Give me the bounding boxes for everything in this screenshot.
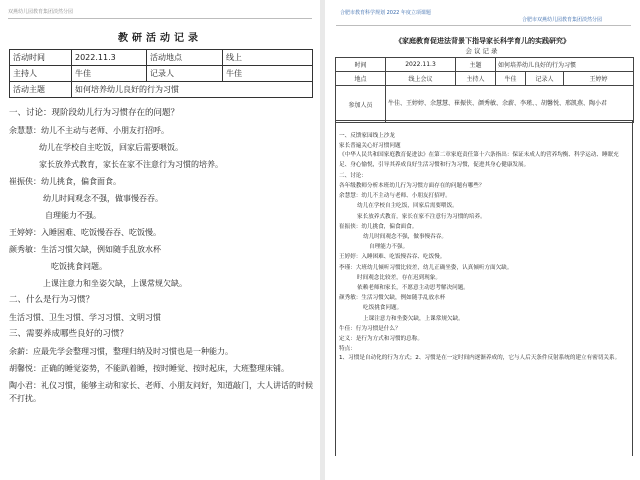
topic-label: 活动主题 (10, 82, 72, 98)
time-label: 活动时间 (10, 50, 72, 66)
time-value: 2022.11.3 (72, 50, 147, 66)
right-info-row (336, 58, 634, 72)
section-heading: 一、讨论：现阶段幼儿行为习惯存在的问题？ (9, 108, 180, 118)
topic-value: 如何培养幼儿良好的行为习惯 (496, 58, 634, 72)
note-line: 幼儿时间观念不强，做事慢吞吞。 (43, 194, 163, 203)
right-notes-body (339, 131, 629, 365)
place-value: 线上 (223, 50, 313, 66)
host-value: 牛佳 (72, 66, 147, 82)
note-line: 《中华人民共和国家庭教育促进法》在第二章家庭责任第十六条指出：保证未成人的营养均衡、科学运动、睡眠充足、身心愉悦，引导其养成良好生活习惯和行为习惯，促进其身心健康发展。 (339, 152, 619, 168)
note-line: 幼儿在学校自主吃饭，回家后需要喂饭。 (39, 143, 183, 152)
section-heading: 三、需要养成哪些良好的习惯？ (9, 329, 129, 339)
right-header-rule (336, 25, 631, 26)
left-page-header: 双燕幼儿园教育集团淡然分园 (8, 9, 74, 15)
note-line: 吃饭挑食问题。 (363, 305, 403, 312)
left-info-row (10, 66, 313, 82)
recorder-value: 牛佳 (223, 66, 313, 82)
host-value: 牛佳 (496, 72, 526, 86)
left-info-row (10, 50, 313, 66)
time-label: 时间 (336, 58, 386, 72)
attendees-label: 参加人员 (336, 86, 386, 123)
topic-label: 主题 (456, 58, 496, 72)
note-line: 自理能力不强。 (369, 244, 409, 251)
right-info-row (336, 86, 634, 123)
note-line: 上课注意力和坐姿欠缺，上课常规欠缺。 (43, 279, 187, 288)
attendees-value (386, 86, 634, 123)
recorder-label: 记录人 (147, 66, 223, 82)
left-header-rule (8, 18, 312, 19)
left-info-table (9, 49, 313, 98)
note-line: 时间观念比较差，存在迟到现象。 (357, 274, 441, 281)
place-label: 活动地点 (147, 50, 223, 66)
note-line: 王婷婷：入睡困难、吃饭慢吞吞、吃饭慢。 (9, 228, 161, 237)
note-line: 1、习惯是自动化的行为方式；2、习惯是在一定时间内逐渐养成的，它与人后天条件反射系统的建立有密切关系。 (339, 355, 621, 362)
place-label: 地点 (336, 72, 386, 86)
left-info-row (10, 82, 313, 98)
note-line: 余慧慧：幼儿不主动与老师、小朋友打招呼。 (339, 193, 451, 200)
note-line: 吃饭挑食问题。 (51, 262, 107, 271)
note-line: 幼儿时间观念不强，做事慢吞吞。 (363, 234, 447, 241)
note-line: 特点： (339, 346, 356, 353)
host-label: 主持人 (456, 72, 496, 86)
note-line: 家长放养式教育，家长在家不注意行为习惯的培养。 (39, 160, 223, 169)
right-page-subtitle: 会议记录 (465, 47, 500, 55)
recorder-value: 王婷婷 (564, 72, 634, 86)
note-line: 幼儿在学校自主吃饭，回家后需要喂饭。 (357, 203, 458, 210)
right-page-header-right: 合肥市双燕幼儿园教育集团淡然分园 (522, 17, 603, 23)
note-line: 一、反馈家园线上沙龙 (339, 133, 395, 139)
note-line: 颜秀敏：生活习惯欠缺，例如随手乱放水杯 (339, 295, 446, 302)
note-line: 崔振侠：幼儿挑食，偏食面食。 (339, 223, 418, 230)
note-line: 崔振侠：幼儿挑食，偏食面食。 (9, 177, 121, 186)
note-line: 定义：是行为方式和习惯的总称。 (339, 336, 423, 343)
note-line: 王婷婷：入睡困难、吃饭慢吞吞、吃饭慢。 (339, 254, 446, 261)
note-line: 二、讨论： (339, 172, 367, 179)
note-line: 依赖老师和家长，不愿意主动思考解决问题。 (357, 285, 469, 292)
note-line: 余薪：应最先学会整理习惯，整理归纳及时习惯也是一种能力。 (9, 347, 233, 356)
time-value: 2022.11.3 (386, 58, 456, 72)
right-info-table (335, 57, 634, 123)
note-line: 家长普遍关心好习惯问题 (339, 143, 401, 150)
note-line: 生活习惯、卫生习惯、学习习惯、文明习惯 (9, 313, 161, 322)
note-line: 牛佳：行为习惯是什么？ (339, 325, 401, 332)
note-line: 各年级教师分析本班幼儿行为习惯方面存在的问题有哪些？ (339, 183, 485, 190)
section-heading: 二、什么是行为习惯？ (9, 295, 95, 305)
note-line: 颜秀敏：生活习惯欠缺，例如随手乱放水杯 (9, 245, 161, 254)
left-page-title: 教研活动记录 (118, 33, 202, 44)
place-value: 线上会议 (386, 72, 456, 86)
right-page-header-left: 合肥市教育科学规划 2022 年度立项课题 (340, 10, 431, 16)
note-line: 李瑾：大班幼儿倾听习惯比较差，幼儿正确坐姿，认真倾听方面欠缺。 (339, 264, 513, 271)
note-line: 余慧慧：幼儿不主动与老师、小朋友打招呼。 (9, 126, 169, 135)
note-line: 家长放养式教育，家长在家不注意行为习惯的培养。 (357, 213, 486, 220)
note-line: 胡馨悦：正确的睡觉姿势，不能趴着睡，按时睡觉、按时起床，大班整理床铺。 (9, 364, 289, 373)
topic-value: 如何培养幼儿良好的行为习惯 (72, 82, 313, 98)
note-line: 自理能力不强。 (45, 211, 101, 220)
note-line: 上课注意力和坐姿欠缺，上课常规欠缺。 (363, 315, 464, 322)
right-info-row (336, 72, 634, 86)
host-label: 主持人 (10, 66, 72, 82)
note-line: 陶小君：礼仪习惯，能够主动和家长、老师、小朋友问好，知道敲门，大人讲话的时候不打扰。 (9, 381, 313, 403)
left-notes-body (9, 105, 314, 405)
attendees-text: 牛佳、王婷婷、余慧慧、崔振侠、颜秀敏、余薪、李瑾、、胡馨悦、邢凯燕、陶小君 (388, 100, 608, 107)
right-page-title: 《家庭教育促进法背景下指导家长科学育儿的实践研究》 (395, 37, 570, 45)
recorder-label: 记录人 (526, 72, 564, 86)
